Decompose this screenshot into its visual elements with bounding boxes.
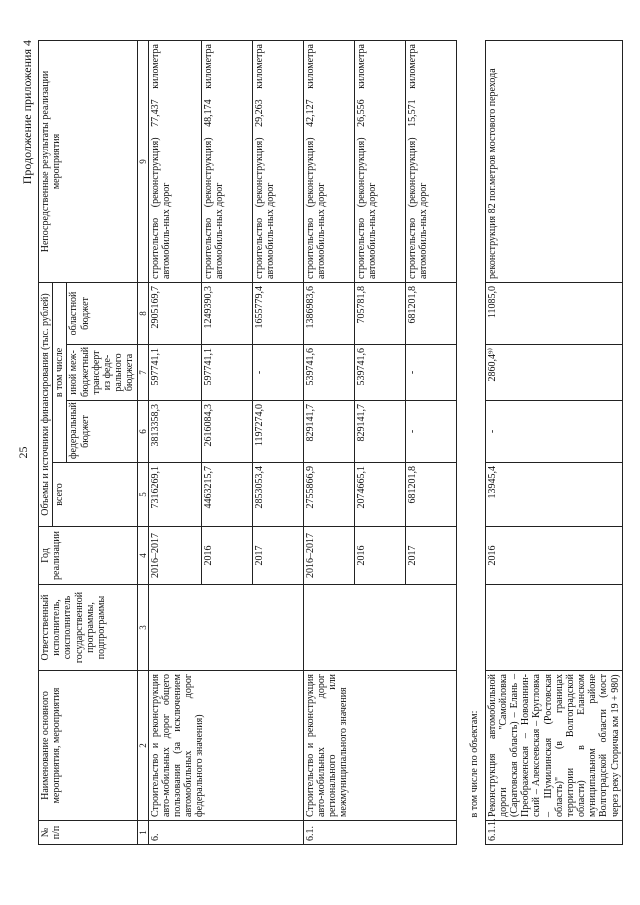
header-results: Непосредственные результаты реализации мероприятия xyxy=(39,41,138,283)
row-result: строительство (реконструкция) 15,571 километра автомобиль-ных дорог xyxy=(405,41,456,283)
col-num: 3 xyxy=(137,585,148,671)
row-transfer: - xyxy=(252,345,303,401)
row-federal: 3813358,3 xyxy=(148,401,201,463)
col-num: 4 xyxy=(137,527,148,585)
row-result: строительство (реконструкция) 42,127 километра автомобиль-ных дорог xyxy=(303,41,354,283)
row-number: 6. xyxy=(148,821,303,845)
row-year: 2016–2017 xyxy=(303,527,354,585)
table-row xyxy=(485,41,622,845)
table-row xyxy=(148,41,201,845)
row-year: 2017 xyxy=(252,527,303,585)
row-regional: 1249390,3 xyxy=(201,282,252,344)
header-regional: областной бюджет xyxy=(67,282,137,344)
row-executor xyxy=(148,585,303,671)
row-total: 4463215,7 xyxy=(201,463,252,527)
table-row xyxy=(456,41,485,845)
row-result: строительство (реконструкция) 29,263 километра автомобиль-ных дорог xyxy=(252,41,303,283)
row-regional: 1655779,4 xyxy=(252,282,303,344)
header-total: всего xyxy=(53,463,137,527)
col-num: 7 xyxy=(137,345,148,401)
row-number: 6.1.1. xyxy=(485,821,622,845)
col-num: 2 xyxy=(137,671,148,821)
row-total: 2755866,9 xyxy=(303,463,354,527)
row-regional: 681201,8 xyxy=(405,282,456,344)
col-num: 9 xyxy=(137,41,148,283)
row-transfer: - xyxy=(405,345,456,401)
row-federal: 2616084,3 xyxy=(201,401,252,463)
row-total: 13945,4 xyxy=(485,463,622,527)
row-result: строительство (реконструкция) 77,437 километра автомобиль-ных дорог xyxy=(148,41,201,283)
row-transfer: 2860,4⁹⁾ xyxy=(485,345,622,401)
header-volumes: Объемы и источники финансирования (тыс. рублей) xyxy=(39,282,53,526)
row-regional: 1386983,6 xyxy=(303,282,354,344)
row-transfer: 539741,6 xyxy=(303,345,354,401)
row-total: 681201,8 xyxy=(405,463,456,527)
row-total: 2853053,4 xyxy=(252,463,303,527)
row-year: 2016 xyxy=(485,527,622,585)
row-result: строительство (реконструкция) 48,174 километра автомобиль-ных дорог xyxy=(201,41,252,283)
row-result: реконструкция 82 пог.метров мостового перехода xyxy=(485,41,622,283)
header-no: № п/п xyxy=(39,821,138,845)
header-year: Год реализации xyxy=(39,527,138,585)
row-regional: 2905169,7 xyxy=(148,282,201,344)
row-year: 2016 xyxy=(354,527,405,585)
continuation-label: Продолжение приложения 4 xyxy=(20,40,34,185)
col-num: 8 xyxy=(137,282,148,344)
row-federal: - xyxy=(405,401,456,463)
row-name: Строительство и реконструкция авто-мобильных дорог общего пользования (за исключением автомобильных дорог федерального значения) xyxy=(148,671,303,821)
col-num: 5 xyxy=(137,463,148,527)
row-transfer: 539741,6 xyxy=(354,345,405,401)
table-row xyxy=(303,41,354,845)
row-executor xyxy=(303,585,456,671)
row-year: 2016–2017 xyxy=(148,527,201,585)
financing-table xyxy=(38,40,623,845)
row-transfer: 597741,1 xyxy=(201,345,252,401)
header-in-that: в том числе xyxy=(53,282,67,462)
row-federal: 1197274,0 xyxy=(252,401,303,463)
header-transfer: иной меж-бюджетный трансферт из феде-рального бюджета xyxy=(67,345,137,401)
col-num: 6 xyxy=(137,401,148,463)
header-executor: Ответственный исполнитель, соисполнитель государственной программы, подпрограммы xyxy=(39,585,138,671)
row-transfer: 597741,1 xyxy=(148,345,201,401)
row-result: строительство (реконструкция) 26,556 километра автомобиль-ных дорог xyxy=(354,41,405,283)
objects-subheading: в том числе по объектам: xyxy=(456,41,485,821)
row-year: 2016 xyxy=(201,527,252,585)
row-total: 7316269,1 xyxy=(148,463,201,527)
col-num: 1 xyxy=(137,821,148,845)
row-year: 2017 xyxy=(405,527,456,585)
row-federal: - xyxy=(485,401,622,463)
row-regional: 705781,8 xyxy=(354,282,405,344)
row-regional: 11085,0 xyxy=(485,282,622,344)
row-number: 6.1. xyxy=(303,821,456,845)
row-federal: 829141,7 xyxy=(303,401,354,463)
row-federal: 829141,7 xyxy=(354,401,405,463)
header-federal: федеральный бюджет xyxy=(67,401,137,463)
page-number: 25 xyxy=(16,446,30,459)
row-total: 2074665,1 xyxy=(354,463,405,527)
row-name: Реконструкция автомобильной дороги "Самойловка (Саратовская область) – Елань – Преображенская – Новоаннин-ский – Алексеевская – Кругловка – Шумилинская (Ростовская область)" (в границах территории Волгоградской области) в Еланском муниципальном районе Волгоградской области (мост через реку Сторичка км 19 + 980) xyxy=(485,671,622,821)
row-executor xyxy=(485,585,622,671)
row-name: Строительство и реконструкция авто-мобильных дорог регионального или межмуниципального значения xyxy=(303,671,456,821)
header-name: Наименование основного мероприятия, мероприятия xyxy=(39,671,138,821)
